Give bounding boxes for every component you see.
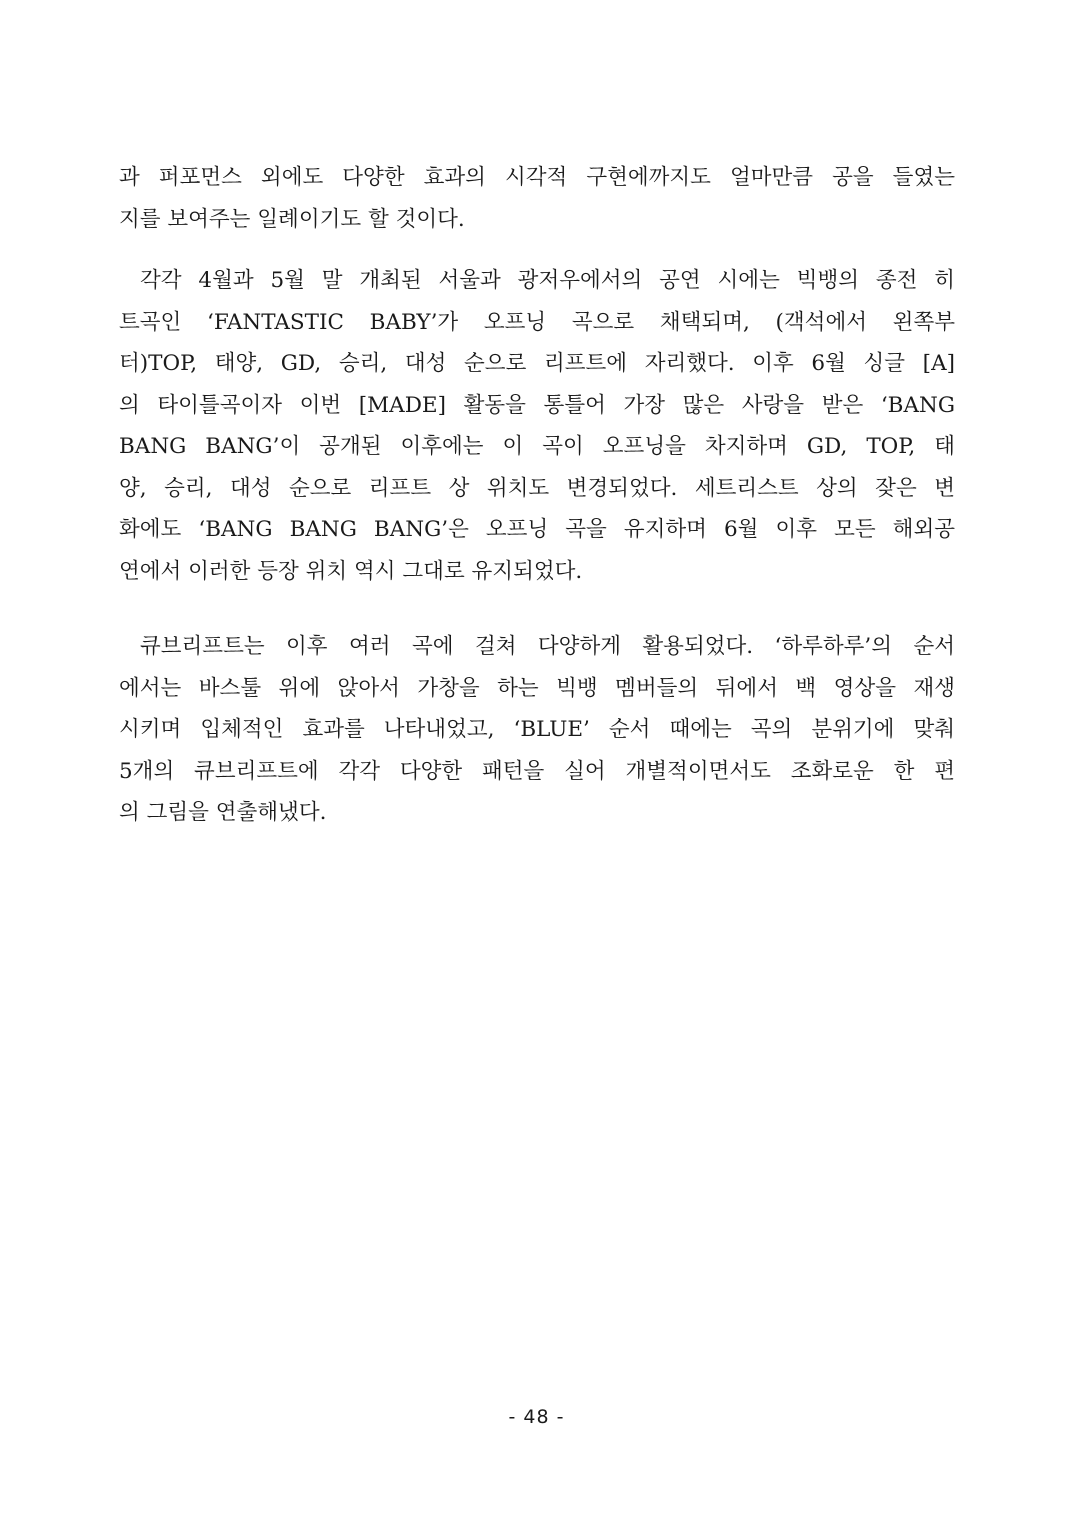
text-line: 의 그림을 연출해냈다. [119, 800, 327, 825]
text-line: 과 퍼포먼스 외에도 다양한 효과의 시각적 구현에까지도 얼마만큼 공을 들였는 [119, 165, 955, 190]
text-line: 양, 승리, 대성 순으로 리프트 상 위치도 변경되었다. 세트리스트 상의 잦은 변 [119, 475, 955, 501]
text-line: 에서는 바스툴 위에 앉아서 가창을 하는 빅뱅 멤버들의 뒤에서 백 영상을 재생 [119, 675, 955, 701]
text-line: 터)TOP, 태양, GD, 승리, 대성 순으로 리프트에 자리했다. 이후 6월 싱글 [A] [119, 351, 955, 376]
text-line: BANG BANG’이 공개된 이후에는 이 곡이 오프닝을 차지하며 GD, TOP, 태 [119, 434, 955, 459]
paragraph-3 [119, 626, 955, 834]
text-line: 의 타이틀곡이자 이번 [MADE] 활동을 통틀어 가장 많은 사랑을 받은 ‘BANG [119, 392, 955, 418]
text-line: 지를 보여주는 일례이기도 할 것이다. [119, 206, 465, 232]
text-line: 5개의 큐브리프트에 각각 다양한 패턴을 실어 개별적이면서도 조화로운 한 편 [119, 758, 955, 784]
text-line: 시키며 입체적인 효과를 나타내었고, ‘BLUE’ 순서 때에는 곡의 분위기에 맞춰 [119, 717, 955, 742]
text-line: 각각 4월과 5월 말 개최된 서울과 광저우에서의 공연 시에는 빅뱅의 종전 히 [140, 268, 955, 293]
text-line: 큐브리프트는 이후 여러 곡에 걸쳐 다양하게 활용되었다. ‘하루하루’의 순서 [140, 634, 955, 659]
text-line: 연에서 이러한 등장 위치 역시 그대로 유지되었다. [119, 558, 583, 584]
paragraph-2 [119, 260, 955, 592]
text-line: 화에도 ‘BANG BANG BANG’은 오프닝 곡을 유지하며 6월 이후 모든 해외공 [119, 517, 955, 542]
text-line: 트곡인 ‘FANTASTIC BABY’가 오프닝 곡으로 채택되며, (객석에서 왼쪽부 [119, 309, 955, 335]
page-number: - 48 - [508, 1406, 565, 1428]
paragraph-1 [119, 157, 955, 240]
